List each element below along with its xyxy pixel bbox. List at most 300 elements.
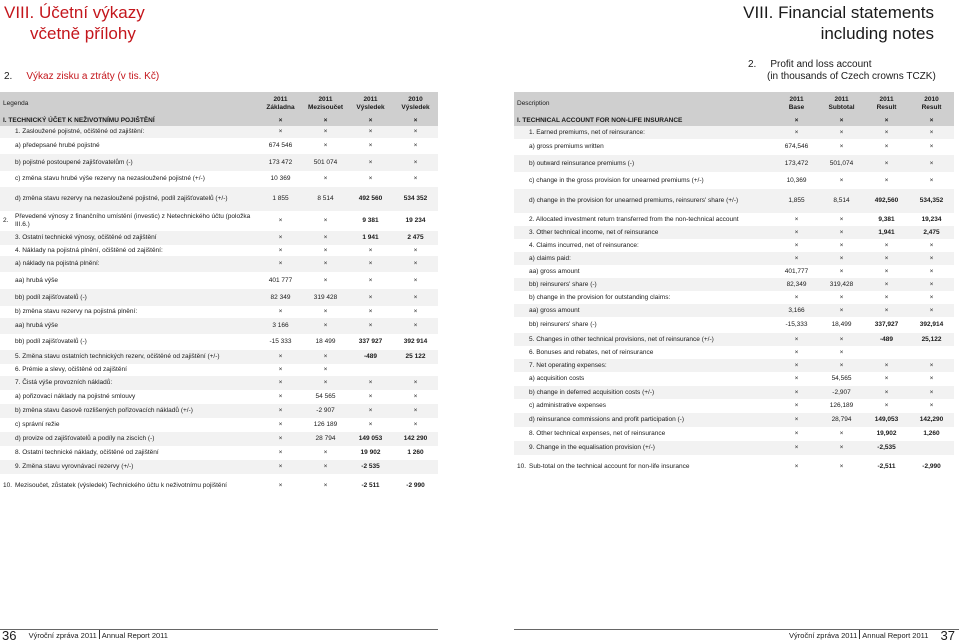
right-title-line2: including notes bbox=[820, 24, 934, 43]
row-label: b) změna stavu časově rozlišených pořizovacích nákladů (+/-) bbox=[12, 404, 258, 418]
row-label: 3. Ostatní technické výnosy, očištěné od zajištění bbox=[12, 231, 258, 245]
row-value: × bbox=[258, 390, 303, 404]
row-number bbox=[514, 278, 526, 291]
row-value: × bbox=[348, 404, 393, 418]
row-value: 319,428 bbox=[819, 278, 864, 291]
row-value: × bbox=[393, 154, 438, 171]
row-value: × bbox=[819, 427, 864, 441]
table-row bbox=[0, 245, 438, 256]
row-value: × bbox=[303, 231, 348, 245]
row-value: 1,855 bbox=[774, 189, 819, 213]
row-value: × bbox=[819, 359, 864, 372]
row-value: 9 381 bbox=[348, 211, 393, 231]
row-value: × bbox=[348, 390, 393, 404]
header-col bbox=[909, 92, 954, 116]
row-value: × bbox=[909, 239, 954, 252]
row-value: × bbox=[864, 304, 909, 317]
row-label: a) předepsané hrubé pojistné bbox=[12, 138, 258, 154]
row-value: 2 475 bbox=[393, 231, 438, 245]
section-title: I. TECHNICAL ACCOUNT FOR NON-LIFE INSURANCE bbox=[514, 116, 774, 126]
row-value: × bbox=[348, 171, 393, 187]
row-value: × bbox=[864, 386, 909, 399]
row-value: × bbox=[864, 359, 909, 372]
row-label: 8. Ostatní technické náklady, očištěné od zajištění bbox=[12, 446, 258, 460]
row-label: bb) reinsurers' share (-) bbox=[526, 317, 774, 333]
row-value: 19 902 bbox=[348, 446, 393, 460]
table-row bbox=[0, 460, 438, 474]
row-value: × bbox=[909, 252, 954, 265]
row-value: 126,189 bbox=[819, 399, 864, 413]
row-value: × bbox=[774, 226, 819, 239]
table-row bbox=[514, 213, 954, 226]
table-row bbox=[0, 350, 438, 364]
row-number bbox=[514, 226, 526, 239]
section-row bbox=[514, 116, 954, 126]
row-value: 1 260 bbox=[393, 446, 438, 460]
row-number bbox=[0, 289, 12, 306]
row-number bbox=[514, 333, 526, 346]
row-value: 674,546 bbox=[774, 139, 819, 155]
row-label: c) správní režie bbox=[12, 418, 258, 432]
header-col bbox=[393, 92, 438, 116]
table-row bbox=[514, 413, 954, 427]
header-name: Výsledek bbox=[401, 104, 430, 111]
row-label: Sub-total on the technical account for non-life insurance bbox=[526, 455, 774, 479]
row-value: × bbox=[909, 304, 954, 317]
row-number bbox=[514, 386, 526, 399]
row-label: a) claims paid: bbox=[526, 252, 774, 265]
row-value: × bbox=[864, 265, 909, 278]
row-number bbox=[0, 390, 12, 404]
row-label: c) změna stavu hrubé výše rezervy na nezasloužené pojistné (+/-) bbox=[12, 171, 258, 187]
row-value bbox=[909, 441, 954, 455]
row-number bbox=[514, 399, 526, 413]
row-value: × bbox=[774, 346, 819, 359]
row-value: × bbox=[774, 372, 819, 386]
row-value: × bbox=[393, 306, 438, 318]
right-page-number: 37 bbox=[940, 628, 955, 643]
row-value: × bbox=[303, 171, 348, 187]
header-col bbox=[348, 92, 393, 116]
row-number bbox=[0, 404, 12, 418]
row-value: × bbox=[258, 245, 303, 256]
vertical-bar-icon bbox=[99, 630, 100, 639]
row-value: × bbox=[303, 376, 348, 390]
row-value: × bbox=[348, 154, 393, 171]
row-value: × bbox=[258, 211, 303, 231]
row-value: × bbox=[393, 318, 438, 334]
row-value: × bbox=[819, 441, 864, 455]
row-number bbox=[0, 350, 12, 364]
row-value: × bbox=[258, 256, 303, 272]
left-subtitle-text: Výkaz zisku a ztráty (v tis. Kč) bbox=[26, 71, 160, 82]
row-number bbox=[514, 126, 526, 139]
row-value: × bbox=[774, 386, 819, 399]
table-header bbox=[0, 92, 438, 116]
row-value: 149 053 bbox=[348, 432, 393, 446]
row-label: a) acquisition costs bbox=[526, 372, 774, 386]
row-value: 3,166 bbox=[774, 304, 819, 317]
vertical-bar-icon bbox=[859, 630, 860, 639]
row-value: × bbox=[303, 211, 348, 231]
table-row bbox=[514, 291, 954, 304]
row-value: × bbox=[819, 239, 864, 252]
row-value: × bbox=[864, 252, 909, 265]
row-value: × bbox=[909, 386, 954, 399]
row-value: × bbox=[348, 318, 393, 334]
row-value: 82,349 bbox=[774, 278, 819, 291]
row-value: × bbox=[303, 364, 348, 376]
row-label: bb) reinsurers' share (-) bbox=[526, 278, 774, 291]
table-row bbox=[0, 154, 438, 171]
table-row bbox=[514, 139, 954, 155]
left-title bbox=[4, 2, 145, 44]
row-value: × bbox=[303, 126, 348, 138]
header-col bbox=[819, 92, 864, 116]
row-number bbox=[514, 155, 526, 172]
row-value: × bbox=[348, 289, 393, 306]
row-value: 501,074 bbox=[819, 155, 864, 172]
header-year: 2010 bbox=[408, 96, 423, 103]
row-value: × bbox=[393, 272, 438, 289]
table-row bbox=[514, 126, 954, 139]
row-label: 6. Prémie a slevy, očištěné od zajištění bbox=[12, 364, 258, 376]
row-label: 7. Net operating expenses: bbox=[526, 359, 774, 372]
table-row bbox=[0, 376, 438, 390]
table-row bbox=[514, 399, 954, 413]
row-number bbox=[0, 256, 12, 272]
row-number bbox=[0, 376, 12, 390]
row-value: × bbox=[258, 418, 303, 432]
row-value: × bbox=[303, 272, 348, 289]
row-label: Převedené výnosy z finančního umístění (investic) z Netechnického účtu (položka III.6.) bbox=[12, 211, 258, 231]
row-value: 10,369 bbox=[774, 172, 819, 189]
row-number bbox=[0, 432, 12, 446]
row-value: × bbox=[819, 265, 864, 278]
row-value: 82 349 bbox=[258, 289, 303, 306]
row-number bbox=[514, 317, 526, 333]
row-value: 18,499 bbox=[819, 317, 864, 333]
row-number bbox=[0, 154, 12, 171]
row-value: 337 927 bbox=[348, 334, 393, 350]
row-label: b) pojistné postoupené zajišťovatelům (-) bbox=[12, 154, 258, 171]
header-col bbox=[864, 92, 909, 116]
row-label: Mezisoučet, zůstatek (výsledek) Technického účtu k neživotnímu pojištění bbox=[12, 474, 258, 498]
header-year: 2011 bbox=[318, 96, 333, 103]
left-footer bbox=[2, 630, 168, 641]
row-label: 9. Change in the equalisation provision (+/-) bbox=[526, 441, 774, 455]
row-label: b) change in deferred acquisition costs (+/-) bbox=[526, 386, 774, 399]
row-value: × bbox=[909, 155, 954, 172]
row-value: × bbox=[774, 399, 819, 413]
row-value: × bbox=[303, 446, 348, 460]
row-value: 1 855 bbox=[258, 187, 303, 211]
row-number bbox=[0, 334, 12, 350]
row-number bbox=[514, 304, 526, 317]
row-value: × bbox=[258, 231, 303, 245]
row-value: × bbox=[864, 172, 909, 189]
row-value: × bbox=[819, 226, 864, 239]
row-value: 142 290 bbox=[393, 432, 438, 446]
row-value: -2,990 bbox=[909, 455, 954, 479]
right-subtitle-line1: Profit and loss account bbox=[770, 59, 872, 70]
header-name: Result bbox=[921, 104, 942, 111]
table-row bbox=[514, 441, 954, 455]
row-label: aa) hrubá výše bbox=[12, 272, 258, 289]
row-value: × bbox=[258, 460, 303, 474]
row-label: aa) gross amount bbox=[526, 304, 774, 317]
row-value: × bbox=[774, 213, 819, 226]
row-number bbox=[514, 239, 526, 252]
row-label: 5. Změna stavu ostatních technických rezerv, očištěné od zajištění (+/-) bbox=[12, 350, 258, 364]
header-label: Legenda bbox=[0, 92, 258, 116]
left-title-line1: VIII. Účetní výkazy bbox=[4, 3, 145, 22]
row-value: × bbox=[393, 404, 438, 418]
table-row bbox=[0, 418, 438, 432]
row-value: × bbox=[303, 138, 348, 154]
row-value: 501 074 bbox=[303, 154, 348, 171]
row-value: 19,902 bbox=[864, 427, 909, 441]
row-value: -2 511 bbox=[348, 474, 393, 498]
header-year: 2011 bbox=[789, 96, 804, 103]
row-value: 674 546 bbox=[258, 138, 303, 154]
row-number bbox=[514, 213, 526, 226]
left-title-line2: včetně přílohy bbox=[30, 24, 136, 43]
row-value: 142,290 bbox=[909, 413, 954, 427]
row-value: × bbox=[393, 138, 438, 154]
section-cell: × bbox=[258, 116, 303, 126]
row-number: 10. bbox=[0, 474, 12, 498]
table-row bbox=[0, 432, 438, 446]
row-number bbox=[0, 231, 12, 245]
row-value: 173,472 bbox=[774, 155, 819, 172]
row-value: × bbox=[258, 432, 303, 446]
row-value: × bbox=[348, 138, 393, 154]
row-value: × bbox=[909, 139, 954, 155]
row-value: 1,260 bbox=[909, 427, 954, 441]
row-value: × bbox=[303, 460, 348, 474]
table-row bbox=[514, 317, 954, 333]
row-value: 492,560 bbox=[864, 189, 909, 213]
row-value: 2,475 bbox=[909, 226, 954, 239]
table-row bbox=[514, 189, 954, 213]
left-subtitle bbox=[4, 71, 159, 83]
row-value: 392,914 bbox=[909, 317, 954, 333]
right-footer bbox=[789, 630, 955, 641]
row-number bbox=[0, 306, 12, 318]
row-label: b) change in the provision for outstanding claims: bbox=[526, 291, 774, 304]
row-number bbox=[514, 359, 526, 372]
row-value: × bbox=[258, 364, 303, 376]
row-number bbox=[0, 171, 12, 187]
row-label: d) změna stavu rezervy na nezasloužené pojistné, podíl zajišťovatelů (+/-) bbox=[12, 187, 258, 211]
row-number bbox=[0, 272, 12, 289]
row-label: aa) gross amount bbox=[526, 265, 774, 278]
row-value: × bbox=[819, 291, 864, 304]
table-row bbox=[514, 252, 954, 265]
section-cell: × bbox=[774, 116, 819, 126]
row-label: 5. Changes in other technical provisions, net of reinsurance (+/-) bbox=[526, 333, 774, 346]
table-row bbox=[0, 272, 438, 289]
header-col bbox=[303, 92, 348, 116]
table-row bbox=[514, 172, 954, 189]
table-row bbox=[514, 346, 954, 359]
table-row bbox=[514, 239, 954, 252]
row-value: × bbox=[348, 272, 393, 289]
header-name: Základna bbox=[266, 104, 295, 111]
row-label: c) administrative expenses bbox=[526, 399, 774, 413]
row-value: × bbox=[393, 418, 438, 432]
row-value: × bbox=[819, 252, 864, 265]
row-value: × bbox=[774, 239, 819, 252]
row-number bbox=[0, 138, 12, 154]
row-value: × bbox=[348, 256, 393, 272]
row-value: × bbox=[819, 126, 864, 139]
row-value bbox=[393, 460, 438, 474]
table-row bbox=[0, 211, 438, 231]
header-year: 2010 bbox=[924, 96, 939, 103]
row-value: 8 514 bbox=[303, 187, 348, 211]
row-value: × bbox=[909, 172, 954, 189]
row-value: × bbox=[819, 139, 864, 155]
row-value: × bbox=[819, 455, 864, 479]
row-label: a) pořizovací náklady na pojistné smlouvy bbox=[12, 390, 258, 404]
row-value: × bbox=[774, 126, 819, 139]
section-cell: × bbox=[393, 116, 438, 126]
table-row bbox=[514, 265, 954, 278]
table-row bbox=[514, 455, 954, 479]
row-value: × bbox=[774, 413, 819, 427]
table-row bbox=[0, 334, 438, 350]
row-value: 19,234 bbox=[909, 213, 954, 226]
section-title: I. TECHNICKÝ ÚČET K NEŽIVOTNÍMU POJIŠTĚNÍ bbox=[0, 116, 258, 126]
right-subtitle bbox=[748, 59, 936, 83]
row-value: 3 166 bbox=[258, 318, 303, 334]
row-value: × bbox=[864, 155, 909, 172]
row-label: 7. Čistá výše provozních nákladů: bbox=[12, 376, 258, 390]
row-value: × bbox=[774, 291, 819, 304]
header-name: Mezisoučet bbox=[307, 104, 344, 111]
right-footer-en: Annual Report 2011 bbox=[862, 631, 929, 640]
row-value: × bbox=[393, 256, 438, 272]
row-value: -2 990 bbox=[393, 474, 438, 498]
table-row bbox=[0, 474, 438, 498]
header-name: Result bbox=[876, 104, 897, 111]
row-label: c) change in the gross provision for unearned premiums (+/-) bbox=[526, 172, 774, 189]
table-row bbox=[514, 333, 954, 346]
row-number bbox=[514, 427, 526, 441]
row-number bbox=[514, 413, 526, 427]
table-row bbox=[514, 359, 954, 372]
row-value: 54 565 bbox=[303, 390, 348, 404]
section-cell: × bbox=[303, 116, 348, 126]
row-value: × bbox=[819, 346, 864, 359]
row-value: 28,794 bbox=[819, 413, 864, 427]
header-col bbox=[774, 92, 819, 116]
row-label: 4. Claims incurred, net of reinsurance: bbox=[526, 239, 774, 252]
row-value: 492 560 bbox=[348, 187, 393, 211]
row-number bbox=[514, 189, 526, 213]
row-number bbox=[514, 291, 526, 304]
table-row bbox=[0, 187, 438, 211]
header-name: Subtotal bbox=[828, 104, 855, 111]
row-value: 9,381 bbox=[864, 213, 909, 226]
row-label: 1. Zasloužené pojistné, očištěné od zajištění: bbox=[12, 126, 258, 138]
table-row bbox=[0, 404, 438, 418]
row-value: × bbox=[819, 172, 864, 189]
table-row bbox=[0, 364, 438, 376]
row-label: b) outward reinsurance premiums (-) bbox=[526, 155, 774, 172]
row-value: 534 352 bbox=[393, 187, 438, 211]
row-value: -2 907 bbox=[303, 404, 348, 418]
row-value: 534,352 bbox=[909, 189, 954, 213]
row-value: 173 472 bbox=[258, 154, 303, 171]
table-row bbox=[0, 289, 438, 306]
row-value: -15 333 bbox=[258, 334, 303, 350]
row-number bbox=[514, 265, 526, 278]
row-number bbox=[514, 172, 526, 189]
row-value: × bbox=[909, 278, 954, 291]
row-value: × bbox=[774, 441, 819, 455]
row-label: d) reinsurance commissions and profit participation (-) bbox=[526, 413, 774, 427]
right-subtitle-line2: (in thousands of Czech crowns TCZK) bbox=[767, 71, 936, 82]
table-row bbox=[0, 446, 438, 460]
row-number bbox=[0, 245, 12, 256]
table-row bbox=[514, 386, 954, 399]
row-value: 1,941 bbox=[864, 226, 909, 239]
row-value bbox=[393, 364, 438, 376]
row-value: × bbox=[864, 372, 909, 386]
row-value: × bbox=[303, 306, 348, 318]
table-row bbox=[0, 171, 438, 187]
row-label: 8. Other technical expenses, net of reinsurance bbox=[526, 427, 774, 441]
row-value: 401,777 bbox=[774, 265, 819, 278]
row-number bbox=[514, 252, 526, 265]
row-value: × bbox=[909, 126, 954, 139]
row-number bbox=[0, 364, 12, 376]
row-number bbox=[514, 372, 526, 386]
row-value: 337,927 bbox=[864, 317, 909, 333]
right-table bbox=[514, 92, 954, 479]
row-value bbox=[348, 364, 393, 376]
table-row bbox=[0, 390, 438, 404]
row-value: × bbox=[348, 306, 393, 318]
row-value: × bbox=[819, 333, 864, 346]
row-value: × bbox=[348, 245, 393, 256]
row-value: × bbox=[258, 376, 303, 390]
row-number: 2. bbox=[0, 211, 12, 231]
row-number bbox=[0, 126, 12, 138]
table-row bbox=[514, 226, 954, 239]
row-value: × bbox=[348, 418, 393, 432]
row-label: d) provize od zajišťovatelů a podíly na ziscích (-) bbox=[12, 432, 258, 446]
row-value: 126 189 bbox=[303, 418, 348, 432]
row-label: bb) podíl zajišťovatelů (-) bbox=[12, 334, 258, 350]
row-value: × bbox=[258, 474, 303, 498]
right-title-line1: VIII. Financial statements bbox=[743, 3, 934, 22]
row-value: × bbox=[864, 399, 909, 413]
row-value: × bbox=[864, 239, 909, 252]
row-value bbox=[864, 346, 909, 359]
row-value: × bbox=[303, 474, 348, 498]
table-row bbox=[0, 138, 438, 154]
row-value: 392 914 bbox=[393, 334, 438, 350]
row-number bbox=[514, 139, 526, 155]
row-value: -489 bbox=[348, 350, 393, 364]
table-row bbox=[514, 304, 954, 317]
row-value: 25 122 bbox=[393, 350, 438, 364]
table-row bbox=[514, 155, 954, 172]
